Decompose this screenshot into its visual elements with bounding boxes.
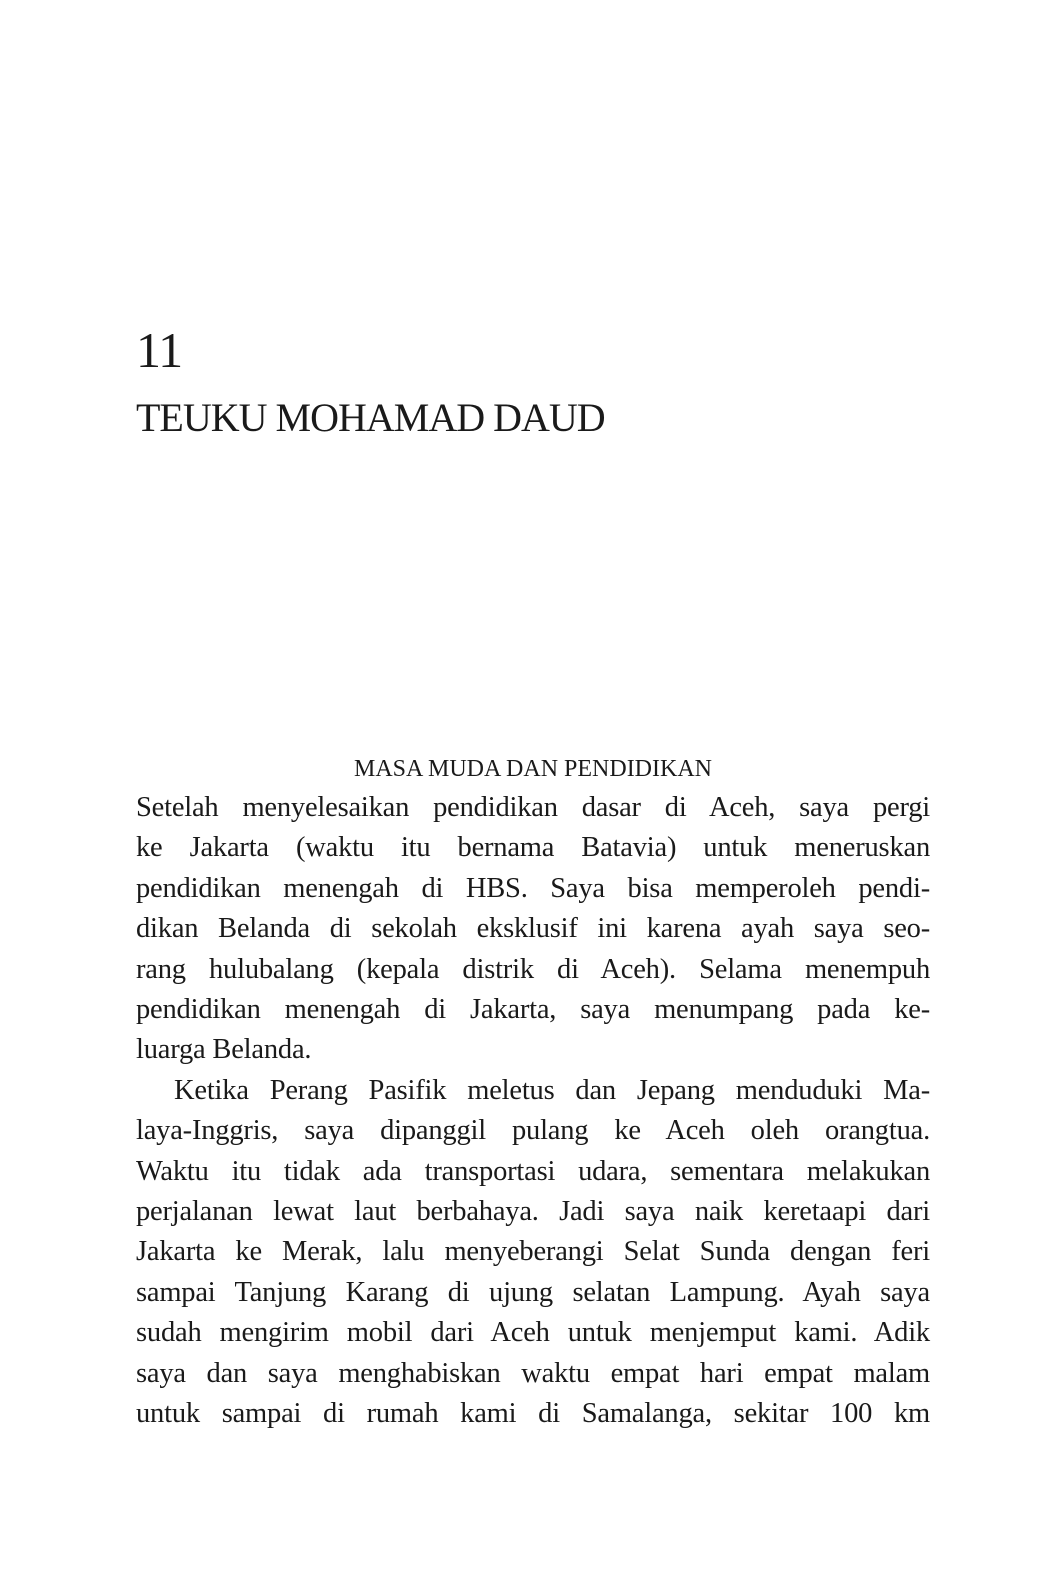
text-line: Waktu itu tidak ada transportasi udara, sementara melakukan [136,1155,930,1187]
text-line: dikan Belanda di sekolah eksklusif ini karena ayah saya seo- [136,913,930,945]
text-line: perjalanan lewat laut berbahaya. Jadi saya naik keretaapi dari [136,1196,930,1228]
text-line: saya dan saya menghabiskan waktu empat hari empat malam [136,1357,930,1389]
text-line: sudah mengirim mobil dari Aceh untuk menjemput kami. Adik [136,1317,930,1349]
chapter-title: TEUKU MOHAMAD DAUD [136,395,605,440]
text-line: sampai Tanjung Karang di ujung selatan Lampung. Ayah saya [136,1276,930,1308]
chapter-number: 11 [136,322,183,378]
text-line: Jakarta ke Merak, lalu menyeberangi Selat Sunda dengan feri [136,1236,930,1268]
text-line: laya-Inggris, saya dipanggil pulang ke Aceh oleh orangtua. [136,1115,930,1147]
text-line: rang hulubalang (kepala distrik di Aceh). Selama menempuh [136,953,930,985]
paragraph-1 [136,788,930,1071]
text-line: untuk sampai di rumah kami di Samalanga, sekitar 100 km [136,1398,930,1430]
body-text [136,788,930,1435]
paragraph-2 [136,1071,930,1435]
text-line: Setelah menyelesaikan pendidikan dasar di Aceh, saya pergi [136,792,930,823]
text-line: pendidikan menengah di HBS. Saya bisa memperoleh pendi- [136,872,930,904]
text-line: luarga Belanda. [136,1034,312,1066]
text-line: Ketika Perang Pasifik meletus dan Jepang menduduki Ma- [174,1074,930,1106]
text-line: ke Jakarta (waktu itu bernama Batavia) untuk meneruskan [136,832,930,864]
section-heading: MASA MUDA DAN PENDIDIKAN [353,756,713,782]
text-line: pendidikan menengah di Jakarta, saya menumpang pada ke- [136,994,930,1026]
